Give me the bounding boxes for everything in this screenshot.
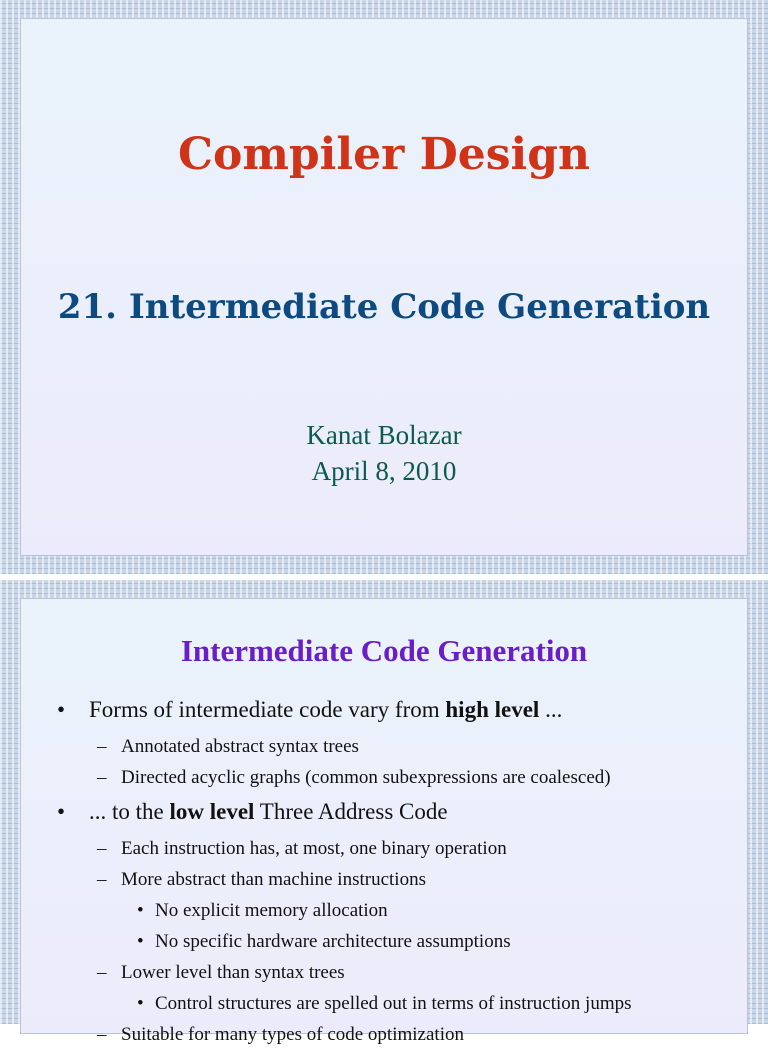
bullet-low-level: • ... to the low level Three Address Code xyxy=(57,797,727,827)
content-slide xyxy=(0,580,768,1045)
bullet-high-level: • Forms of intermediate code vary from high level ... xyxy=(57,695,727,725)
dash-icon: – xyxy=(97,736,107,757)
sub-bullet: – Lower level than syntax trees xyxy=(57,957,727,988)
slide-heading: Intermediate Code Generation xyxy=(180,633,588,668)
lecture-title: 21. Intermediate Code Generation xyxy=(57,287,711,327)
bullet-dot-icon: • xyxy=(137,931,144,952)
course-title: Compiler Design xyxy=(177,129,590,180)
author-name: Kanat Bolazar xyxy=(306,420,462,450)
dash-icon: – xyxy=(97,767,107,788)
author-block xyxy=(21,417,747,489)
sub-bullet: – More abstract than machine instructions xyxy=(57,864,727,895)
bullet-dot-icon: • xyxy=(137,993,144,1014)
sub-sub-bullet: • No explicit memory allocation xyxy=(57,895,727,926)
dash-icon: – xyxy=(97,838,107,859)
sub-bullet: – Each instruction has, at most, one binary operation xyxy=(57,833,727,864)
dash-icon: – xyxy=(97,1024,107,1045)
bullet-dot-icon: • xyxy=(57,799,66,824)
sub-bullet: – Suitable for many types of code optimization xyxy=(57,1019,727,1050)
bullet-list xyxy=(57,695,727,1050)
title-slide-panel xyxy=(20,18,748,556)
dash-icon: – xyxy=(97,962,107,983)
sub-sub-bullet: • No specific hardware architecture assumptions xyxy=(57,926,727,957)
sub-bullet: – Directed acyclic graphs (common subexpressions are coalesced) xyxy=(57,762,727,793)
lecture-date: April 8, 2010 xyxy=(311,456,457,486)
bullet-dot-icon: • xyxy=(137,900,144,921)
sub-sub-bullet: • Control structures are spelled out in terms of instruction jumps xyxy=(57,988,727,1019)
sub-bullet: – Annotated abstract syntax trees xyxy=(57,731,727,762)
dash-icon: – xyxy=(97,869,107,890)
content-slide-panel xyxy=(20,598,748,1045)
bullet-dot-icon: • xyxy=(57,697,66,722)
